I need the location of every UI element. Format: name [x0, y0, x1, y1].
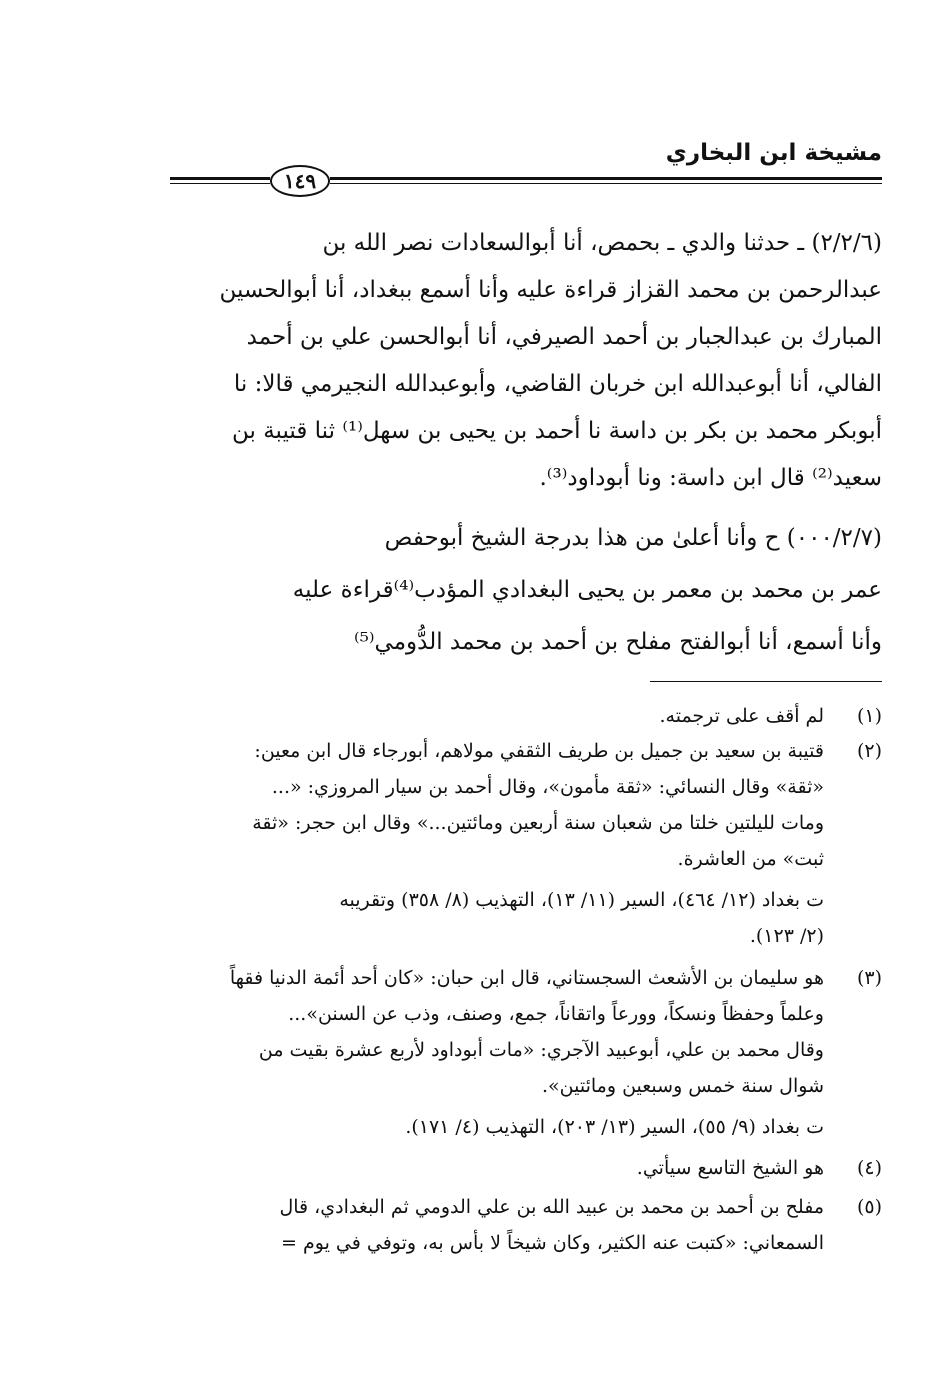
footnote-number: (٥)	[856, 1196, 882, 1218]
page-number-badge: ١٤٩	[270, 165, 330, 197]
header-rule-left-thin	[170, 183, 270, 184]
footnote-line: وقال محمد بن علي، أبوعبيد الآجري: «مات أبوداود لأربع عشرة بقيت من	[258, 1039, 824, 1061]
footnote-line: هو الشيخ التاسع سيأتي.	[636, 1157, 824, 1179]
header-rule-right-thick	[330, 177, 882, 180]
footnote-line: ثبت» من العاشرة.	[677, 848, 824, 870]
footnote-line: هو سليمان بن الأشعث السجستاني، قال ابن حبان: «كان أحد أئمة الدنيا فقهاً	[229, 967, 824, 989]
footnote-number: (٤)	[856, 1157, 882, 1179]
main-text-line: أبوبكر محمد بن بكر بن داسة نا أحمد بن يحيى بن سهل⁽¹⁾ ثنا قتيبة بن	[231, 418, 882, 444]
footnote-number: (٢)	[856, 740, 882, 762]
footnote-separator	[650, 681, 882, 682]
footnote-number: (١)	[856, 705, 882, 727]
footnote-line: مفلح بن أحمد بن محمد بن عبيد الله بن علي الدومي ثم البغدادي، قال	[279, 1196, 824, 1218]
footnote-number: (٣)	[856, 967, 882, 989]
header-rule-right-thin	[330, 183, 882, 184]
footnote-line: شوال سنة خمس وسبعين ومائتين».	[542, 1075, 824, 1097]
footnote-line: ومات لليلتين خلتا من شعبان سنة أربعين ومائتين...» وقال ابن حجر: «ثقة	[252, 812, 824, 834]
main-text-line: وأنا أسمع، أنا أبوالفتح مفلح بن أحمد بن محمد الدُّومي⁽⁵⁾	[354, 629, 882, 655]
main-text-line: سعيد⁽²⁾ قال ابن داسة: ونا أبوداود⁽³⁾.	[539, 465, 882, 491]
header-rule-left-thick	[170, 177, 270, 180]
footnote-line: «ثقة» وقال النسائي: «ثقة مأمون»، وقال أحمد بن سيار المروزي: «...	[271, 776, 824, 798]
footnote-line: ت بغداد (١٢/ ٤٦٤)، السير (١١/ ١٣)، التهذيب (٨/ ٣٥٨) وتقريبه	[339, 889, 824, 911]
main-text-line: (٠٠٠/٢/٧) ح وأنا أعلىٰ من هذا بدرجة الشيخ أبوحفص	[384, 525, 882, 551]
main-text-line: عمر بن محمد بن معمر بن يحيى البغدادي المؤدب⁽⁴⁾قراءة عليه	[292, 577, 882, 603]
main-text-line: الفالي، أنا أبوعبدالله ابن خربان القاضي، وأبوعبدالله النجيرمي قالا: نا	[233, 371, 882, 397]
footnote-line: (٢/ ١٢٣).	[749, 925, 824, 947]
running-header-title: مشيخة ابن البخاري	[665, 140, 882, 166]
footnote-line: قتيبة بن سعيد بن جميل بن طريف الثقفي مولاهم، أبورجاء قال ابن معين:	[254, 740, 824, 762]
main-text-line: (٢/٢/٦) ـ حدثنا والدي ـ بحمص، أنا أبوالسعادات نصر الله بن	[322, 230, 882, 256]
footnote-line: ت بغداد (٩/ ٥٥)، السير (١٣/ ٢٠٣)، التهذيب (٤/ ١٧١).	[405, 1116, 824, 1138]
main-text-line: المبارك بن عبدالجبار بن أحمد الصيرفي، أنا أبوالحسن علي بن أحمد	[246, 324, 882, 350]
footnote-line: السمعاني: «كتبت عنه الكثير، وكان شيخاً لا بأس به، وتوفي في يوم =	[281, 1232, 824, 1254]
footnote-line: وعلماً وحفظاً ونسكاً، وورعاً واتقاناً، جمع، وصنف، وذب عن السنن»...	[288, 1003, 824, 1025]
main-text-line: عبدالرحمن بن محمد القزاز قراءة عليه وأنا أسمع ببغداد، أنا أبوالحسين	[219, 277, 882, 303]
footnote-line: لم أقف على ترجمته.	[659, 705, 824, 727]
